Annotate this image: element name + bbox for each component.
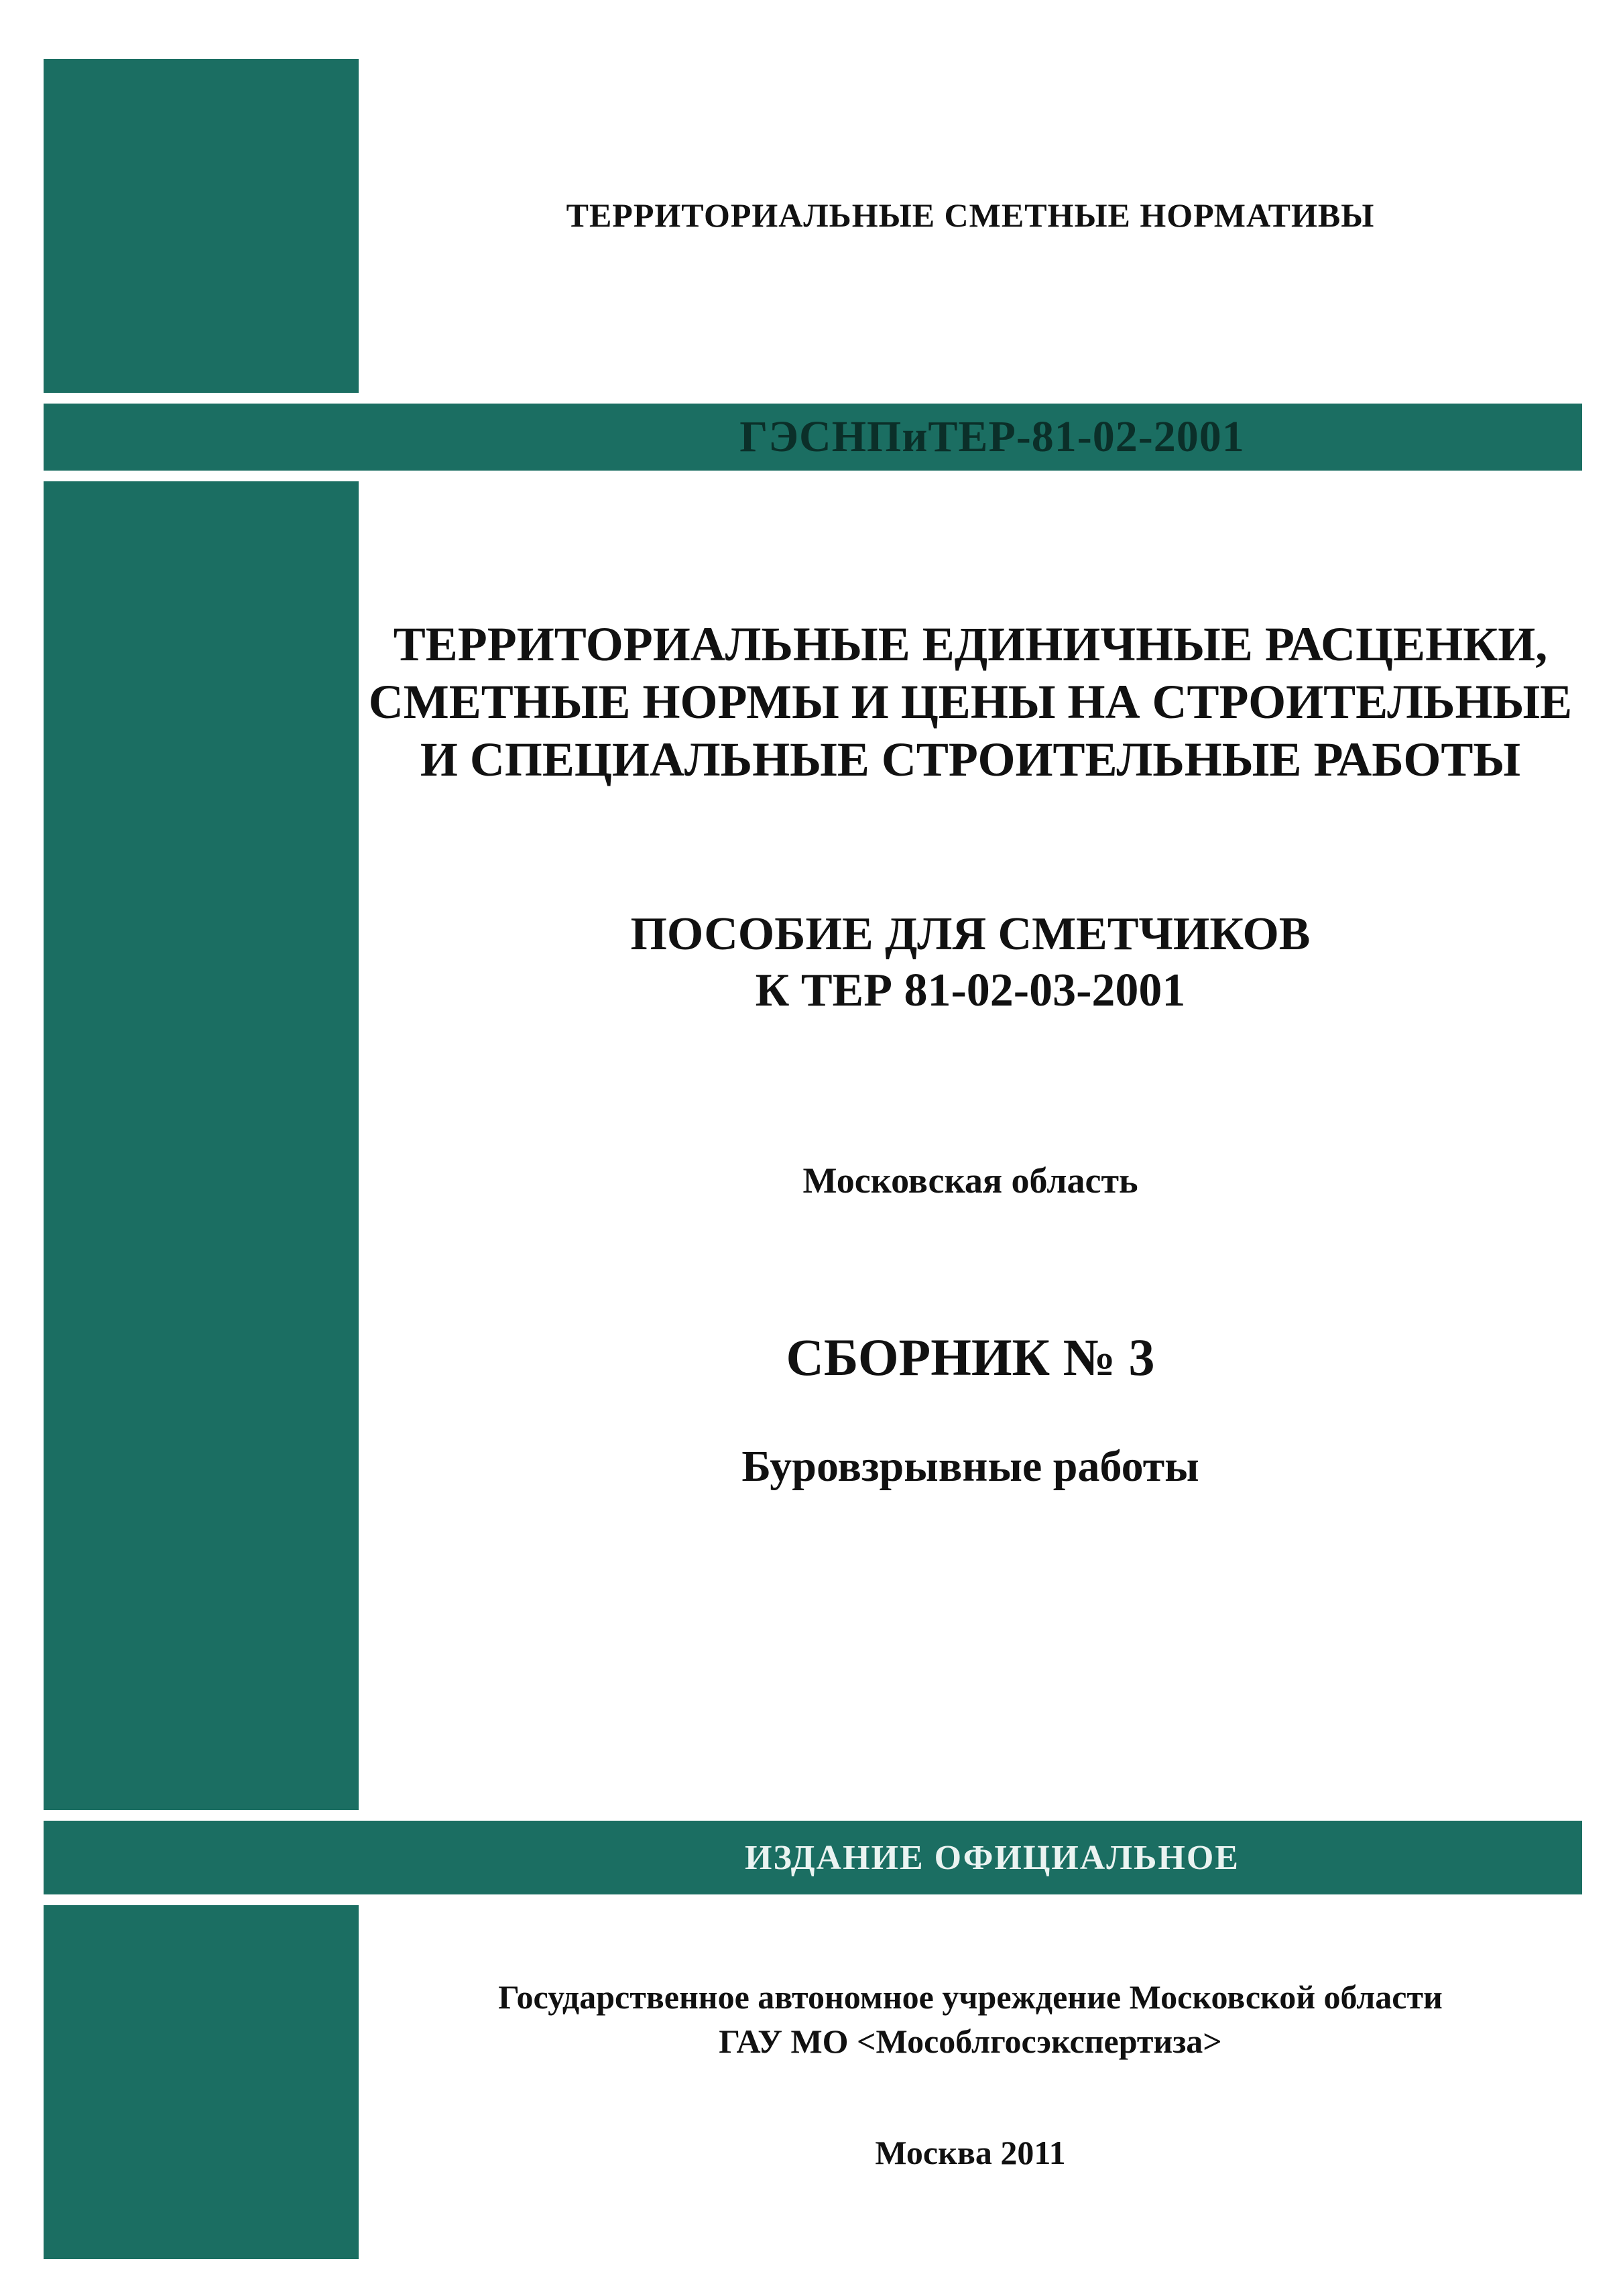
stripe-gap [44,471,359,481]
region: Московская область [802,1160,1138,1201]
main-title [359,615,1582,788]
publisher-line: Государственное автономное учреждение Московской области [498,1978,1443,2016]
official-edition-label: ИЗДАНИЕ ОФИЦИАЛЬНОЕ [745,1838,1240,1877]
publisher-line: ГАУ МО <Мособлгосэкспертиза> [719,2022,1222,2060]
stripe-gap [44,1894,359,1905]
series-title: ТЕРРИТОРИАЛЬНЫЕ СМЕТНЫЕ НОРМАТИВЫ [566,196,1375,234]
manual-title-line: ПОСОБИЕ ДЛЯ СМЕТЧИКОВ [630,908,1311,960]
left-decorative-stripe [44,59,359,2259]
main-title-line: И СПЕЦИАЛЬНЫЕ СТРОИТЕЛЬНЫЕ РАБОТЫ [420,733,1521,786]
document-code: ГЭСНПиТЕР-81-02-2001 [739,412,1245,461]
place-year: Москва 2011 [875,2134,1066,2171]
manual-title-line: К ТЕР 81-02-03-2001 [755,965,1186,1016]
official-band [44,1821,1582,1894]
code-band [44,404,1582,471]
manual-title [359,906,1582,1019]
stripe-gap [44,393,359,404]
main-title-line: СМЕТНЫЕ НОРМЫ И ЦЕНЫ НА СТРОИТЕЛЬНЫЕ [368,675,1573,729]
main-title-line: ТЕРРИТОРИАЛЬНЫЕ ЕДИНИЧНЫЕ РАСЦЕНКИ, [393,617,1548,671]
works-title: Буровзрывные работы [741,1442,1199,1491]
publisher [359,1975,1582,2063]
collection-number: СБОРНИК № 3 [786,1328,1155,1386]
stripe-gap [44,1810,359,1821]
